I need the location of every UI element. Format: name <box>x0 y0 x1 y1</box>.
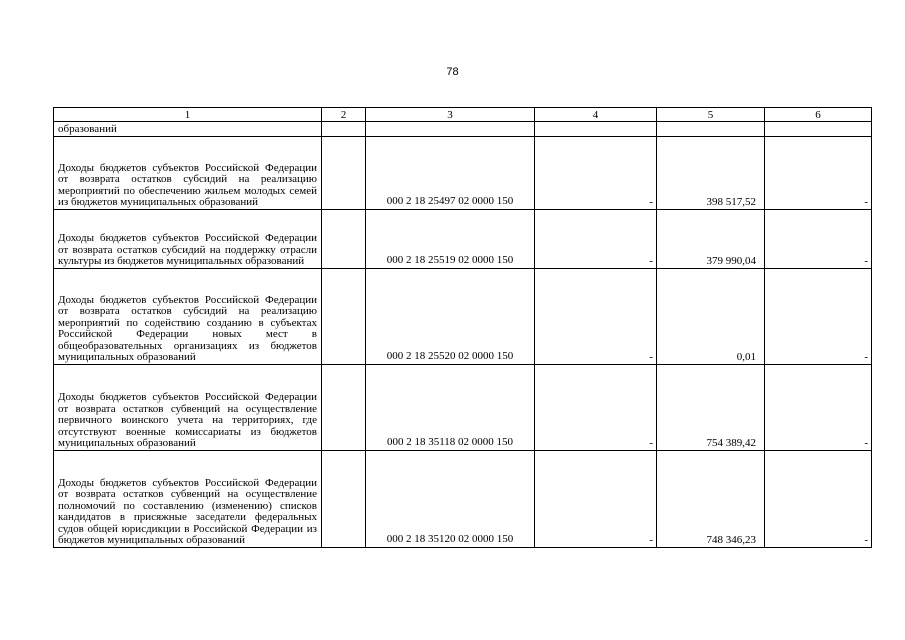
table-row <box>54 122 872 137</box>
row-col4: - <box>535 364 657 450</box>
table-row <box>54 364 872 450</box>
table-header-row <box>54 108 872 122</box>
column-header: 4 <box>535 108 657 122</box>
row-col6: - <box>765 450 872 547</box>
row-description: образований <box>54 122 322 137</box>
row-amount <box>657 122 765 137</box>
row-col4 <box>535 122 657 137</box>
row-description: Доходы бюджетов субъектов Российской Федерации от возврата остатков субвенций на осуществление полномочий по составлению (изменению) списков кандидатов в присяжные заседатели федеральных судов общей юрисдикции в Российской Федерации из бюджетов муниципальных образований <box>54 450 322 547</box>
row-amount: 379 990,04 <box>657 209 765 268</box>
row-col4: - <box>535 136 657 209</box>
row-code: 000 2 18 25520 02 0000 150 <box>366 268 535 364</box>
row-description: Доходы бюджетов субъектов Российской Федерации от возврата остатков субсидий на реализацию мероприятий по обеспечению жильем молодых семей из бюджетов муниципальных образований <box>54 136 322 209</box>
row-code: 000 2 18 35118 02 0000 150 <box>366 364 535 450</box>
column-header: 2 <box>322 108 366 122</box>
row-amount: 748 346,23 <box>657 450 765 547</box>
row-col2 <box>322 450 366 547</box>
row-amount: 398 517,52 <box>657 136 765 209</box>
row-code: 000 2 18 25519 02 0000 150 <box>366 209 535 268</box>
column-header: 6 <box>765 108 872 122</box>
row-col2 <box>322 136 366 209</box>
row-col2 <box>322 268 366 364</box>
table-row <box>54 209 872 268</box>
budget-table <box>53 107 872 548</box>
row-code: 000 2 18 35120 02 0000 150 <box>366 450 535 547</box>
row-col4: - <box>535 450 657 547</box>
row-col4: - <box>535 209 657 268</box>
row-amount: 754 389,42 <box>657 364 765 450</box>
table-row <box>54 136 872 209</box>
row-col4: - <box>535 268 657 364</box>
column-header: 3 <box>366 108 535 122</box>
row-description: Доходы бюджетов субъектов Российской Федерации от возврата остатков субвенций на осуществление первичного воинского учета на территориях, где отсутствуют военные комиссариаты из бюджетов муниципальных образований <box>54 364 322 450</box>
column-header: 5 <box>657 108 765 122</box>
row-col6: - <box>765 136 872 209</box>
table-row <box>54 450 872 547</box>
table-row <box>54 268 872 364</box>
row-col6: - <box>765 209 872 268</box>
row-col6: - <box>765 268 872 364</box>
row-description: Доходы бюджетов субъектов Российской Федерации от возврата остатков субсидий на реализацию мероприятий по содействию созданию в субъектах Российской Федерации новых мест в общеобразовательных организациях из бюджетов муниципальных образований <box>54 268 322 364</box>
row-col6: - <box>765 364 872 450</box>
row-amount: 0,01 <box>657 268 765 364</box>
row-col6 <box>765 122 872 137</box>
row-col2 <box>322 209 366 268</box>
row-col2 <box>322 364 366 450</box>
row-code <box>366 122 535 137</box>
row-code: 000 2 18 25497 02 0000 150 <box>366 136 535 209</box>
page-number: 78 <box>446 66 459 78</box>
column-header: 1 <box>54 108 322 122</box>
row-col2 <box>322 122 366 137</box>
row-description: Доходы бюджетов субъектов Российской Федерации от возврата остатков субсидий на поддержку отрасли культуры из бюджетов муниципальных образований <box>54 209 322 268</box>
